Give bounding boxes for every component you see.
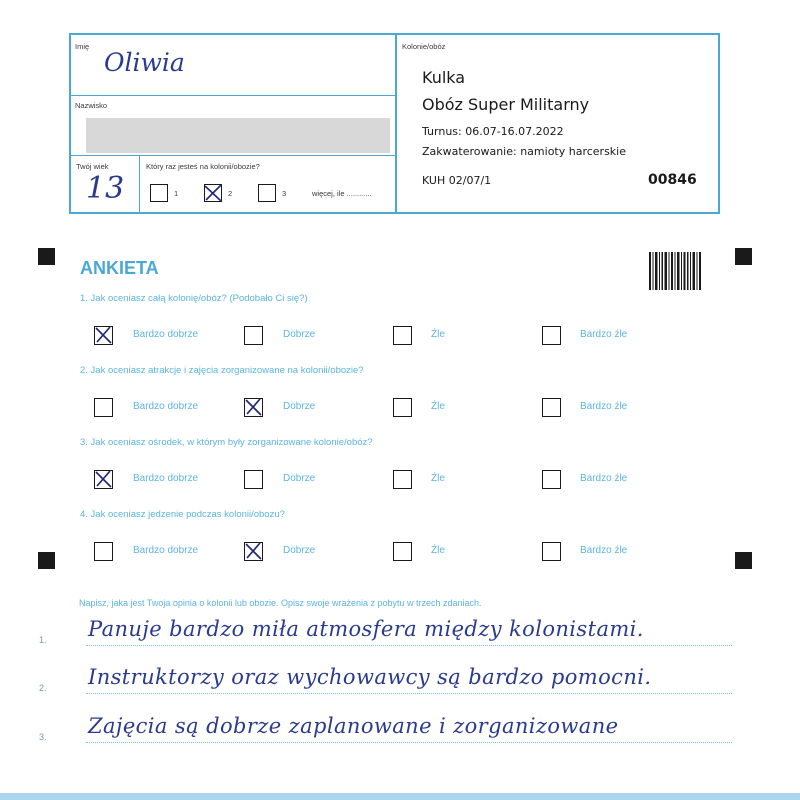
answer-option-label: Bardzo źle: [580, 545, 628, 556]
question-text: 4. Jak oceniasz jedzenie podczas kolonii/obozu?: [80, 509, 285, 520]
times-checkbox-2[interactable]: [204, 184, 222, 202]
age-label: Twój wiek: [76, 162, 109, 171]
surname-redaction: [86, 118, 390, 153]
times-option-1: 1: [174, 189, 179, 198]
times-label: Który raz jesteś na kolonii/obozie?: [146, 162, 260, 171]
checkmark-x-icon: [243, 541, 263, 561]
camp-name: Kulka: [422, 68, 466, 87]
registration-marker: [38, 248, 55, 265]
answer-checkbox[interactable]: [244, 542, 263, 561]
times-more: więcej, ile ............: [312, 189, 372, 198]
registration-marker: [735, 552, 752, 569]
camp-label: Kolonie/obóz: [402, 42, 446, 51]
name-label: Imię: [75, 42, 90, 51]
handwritten-answer[interactable]: Instruktorzy oraz wychowawcy są bardzo pomocni.: [88, 665, 652, 689]
answer-checkbox[interactable]: [542, 542, 561, 561]
answer-option-label: Dobrze: [283, 545, 316, 556]
answer-option-label: Bardzo dobrze: [133, 545, 199, 556]
answer-option-label: Źle: [431, 329, 445, 340]
handwritten-answer[interactable]: Panuje bardzo miła atmosfera między kolonistami.: [88, 617, 644, 641]
answer-checkbox[interactable]: [542, 398, 561, 417]
answer-checkbox[interactable]: [94, 326, 113, 345]
line-number: 1.: [39, 635, 47, 645]
answer-checkbox[interactable]: [244, 326, 263, 345]
answer-checkbox[interactable]: [542, 470, 561, 489]
answer-option-label: Bardzo dobrze: [133, 401, 199, 412]
answer-option-label: Źle: [431, 401, 445, 412]
surname-label: Nazwisko: [75, 101, 108, 110]
answer-option-label: Dobrze: [283, 473, 316, 484]
answer-option-label: Bardzo dobrze: [133, 473, 199, 484]
answer-checkbox[interactable]: [393, 326, 412, 345]
camp-code: KUH 02/07/1: [422, 174, 492, 187]
registration-marker: [38, 552, 55, 569]
times-checkbox-3[interactable]: [258, 184, 276, 202]
answer-option-label: Dobrze: [283, 401, 316, 412]
checkmark-x-icon: [203, 183, 223, 203]
answer-checkbox[interactable]: [393, 470, 412, 489]
line-number: 3.: [39, 732, 47, 742]
opinion-prompt: Napisz, jaka jest Twoja opinia o kolonii lub obozie. Opisz swoje wrażenia z pobytu w trzech zdaniach.: [79, 598, 482, 608]
answer-option-label: Źle: [431, 473, 445, 484]
age-value[interactable]: 13: [86, 171, 125, 206]
times-option-2: 2: [228, 189, 233, 198]
handwritten-answer[interactable]: Zajęcia są dobrze zaplanowane i zorganizowane: [88, 714, 619, 738]
answer-checkbox[interactable]: [244, 470, 263, 489]
writing-line: [86, 693, 732, 694]
writing-line: [86, 645, 732, 646]
turnus: Turnus: 06.07-16.07.2022: [422, 125, 564, 138]
checkmark-x-icon: [93, 469, 113, 489]
writing-line: [86, 742, 732, 743]
answer-checkbox[interactable]: [244, 398, 263, 417]
answer-checkbox[interactable]: [94, 542, 113, 561]
barcode: [649, 252, 701, 290]
checkmark-x-icon: [93, 325, 113, 345]
line-number: 2.: [39, 683, 47, 693]
answer-checkbox[interactable]: [94, 470, 113, 489]
name-value[interactable]: Oliwia: [104, 48, 185, 77]
form-number: 00846: [648, 172, 697, 188]
answer-checkbox[interactable]: [393, 542, 412, 561]
answer-option-label: Bardzo źle: [580, 473, 628, 484]
answer-checkbox[interactable]: [94, 398, 113, 417]
question-text: 2. Jak oceniasz atrakcje i zajęcia zorganizowane na kolonii/obozie?: [80, 365, 364, 376]
times-option-3: 3: [282, 189, 287, 198]
answer-checkbox[interactable]: [542, 326, 561, 345]
answer-option-label: Bardzo źle: [580, 329, 628, 340]
survey-title: ANKIETA: [80, 258, 159, 278]
question-text: 3. Jak oceniasz ośrodek, w którym były zorganizowane kolonie/obóz?: [80, 437, 373, 448]
answer-option-label: Dobrze: [283, 329, 316, 340]
times-checkbox-1[interactable]: [150, 184, 168, 202]
answer-option-label: Bardzo źle: [580, 401, 628, 412]
answer-option-label: Bardzo dobrze: [133, 329, 199, 340]
answer-option-label: Źle: [431, 545, 445, 556]
answer-checkbox[interactable]: [393, 398, 412, 417]
registration-marker: [735, 248, 752, 265]
question-text: 1. Jak oceniasz całą kolonię/obóz? (Podobało Ci się?): [80, 293, 308, 304]
page-bottom-edge: [0, 793, 800, 800]
checkmark-x-icon: [243, 397, 263, 417]
accommodation: Zakwaterowanie: namioty harcerskie: [422, 145, 626, 158]
camp-title: Obóz Super Militarny: [422, 95, 590, 114]
